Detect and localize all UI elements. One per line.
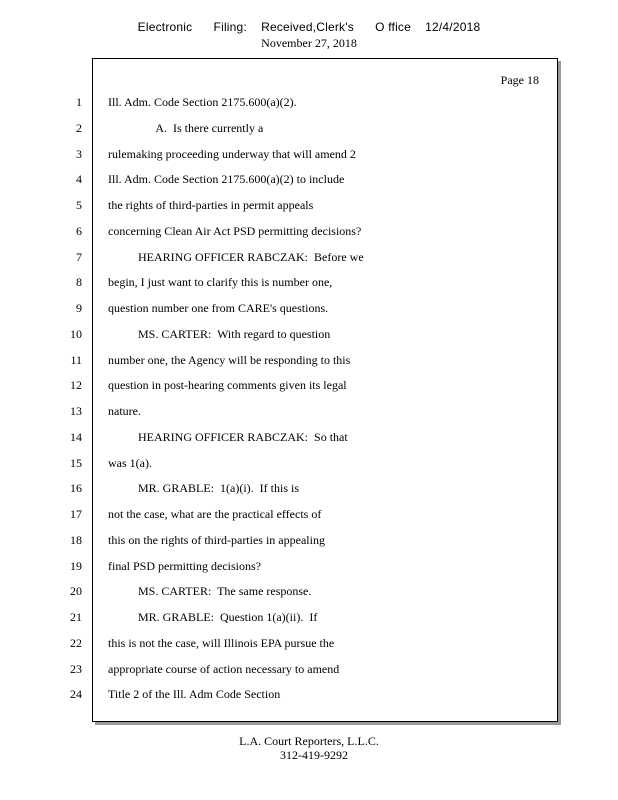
line-number: 20 (70, 584, 82, 598)
line-number: 22 (70, 636, 82, 650)
transcript-line: nature. (108, 404, 141, 418)
line-number: 16 (70, 481, 82, 495)
transcript-line: begin, I just want to clarify this is number one, (108, 275, 333, 289)
filing-stamp: Electronic Filing: Received,Clerk's O ffice 12/4/2018 (137, 20, 481, 34)
line-number: 2 (76, 121, 82, 135)
transcript-line: the rights of third-parties in permit appeals (108, 198, 314, 212)
transcript-line: Title 2 of the Ill. Adm Code Section (108, 687, 281, 701)
line-number: 23 (70, 662, 82, 676)
court-reporter-phone: 312-419-9292 (280, 748, 348, 762)
transcript-line: this on the rights of third-parties in appealing (108, 533, 325, 547)
transcript-line: number one, the Agency will be responding to this (108, 353, 351, 367)
line-number: 8 (76, 275, 82, 289)
line-number: 21 (70, 610, 82, 624)
transcript-date: November 27, 2018 (261, 36, 357, 50)
line-number: 15 (70, 456, 82, 470)
transcript-line: appropriate course of action necessary to amend (108, 662, 340, 676)
transcript-line: MR. GRABLE: Question 1(a)(ii). If (108, 610, 318, 624)
line-number: 4 (76, 172, 82, 186)
transcript-line: rulemaking proceeding underway that will amend 2 (108, 147, 356, 161)
line-number: 24 (70, 687, 82, 701)
line-number: 7 (76, 250, 82, 264)
line-number: 5 (76, 198, 82, 212)
line-number: 13 (70, 404, 82, 418)
line-number: 6 (76, 224, 82, 238)
line-number: 19 (70, 559, 82, 573)
page-number: Page 18 (500, 73, 539, 87)
transcript-line: was 1(a). (108, 456, 152, 470)
transcript-line: HEARING OFFICER RABCZAK: So that (108, 430, 348, 444)
transcript-line: question in post-hearing comments given its legal (108, 378, 347, 392)
line-number: 9 (76, 301, 82, 315)
transcript-line: final PSD permitting decisions? (108, 559, 261, 573)
line-number: 10 (70, 327, 82, 341)
court-reporter-name: L.A. Court Reporters, L.L.C. (239, 734, 379, 748)
transcript-line: A. Is there currently a (108, 121, 264, 135)
transcript-line: MR. GRABLE: 1(a)(i). If this is (108, 481, 299, 495)
transcript-line: not the case, what are the practical effects of (108, 507, 322, 521)
transcript-line: concerning Clean Air Act PSD permitting decisions? (108, 224, 362, 238)
line-number: 17 (70, 507, 82, 521)
line-number: 11 (70, 353, 82, 367)
line-number: 18 (70, 533, 82, 547)
transcript-line: HEARING OFFICER RABCZAK: Before we (108, 250, 364, 264)
transcript-line: question number one from CARE's questions. (108, 301, 329, 315)
line-number: 12 (70, 378, 82, 392)
transcript-line: Ill. Adm. Code Section 2175.600(a)(2) to include (108, 172, 345, 186)
line-number: 14 (70, 430, 82, 444)
transcript-line: Ill. Adm. Code Section 2175.600(a)(2). (108, 95, 297, 109)
transcript-line: MS. CARTER: The same response. (108, 584, 312, 598)
line-number: 3 (76, 147, 82, 161)
line-number: 1 (76, 95, 82, 109)
transcript-line: MS. CARTER: With regard to question (108, 327, 331, 341)
transcript-line: this is not the case, will Illinois EPA pursue the (108, 636, 335, 650)
